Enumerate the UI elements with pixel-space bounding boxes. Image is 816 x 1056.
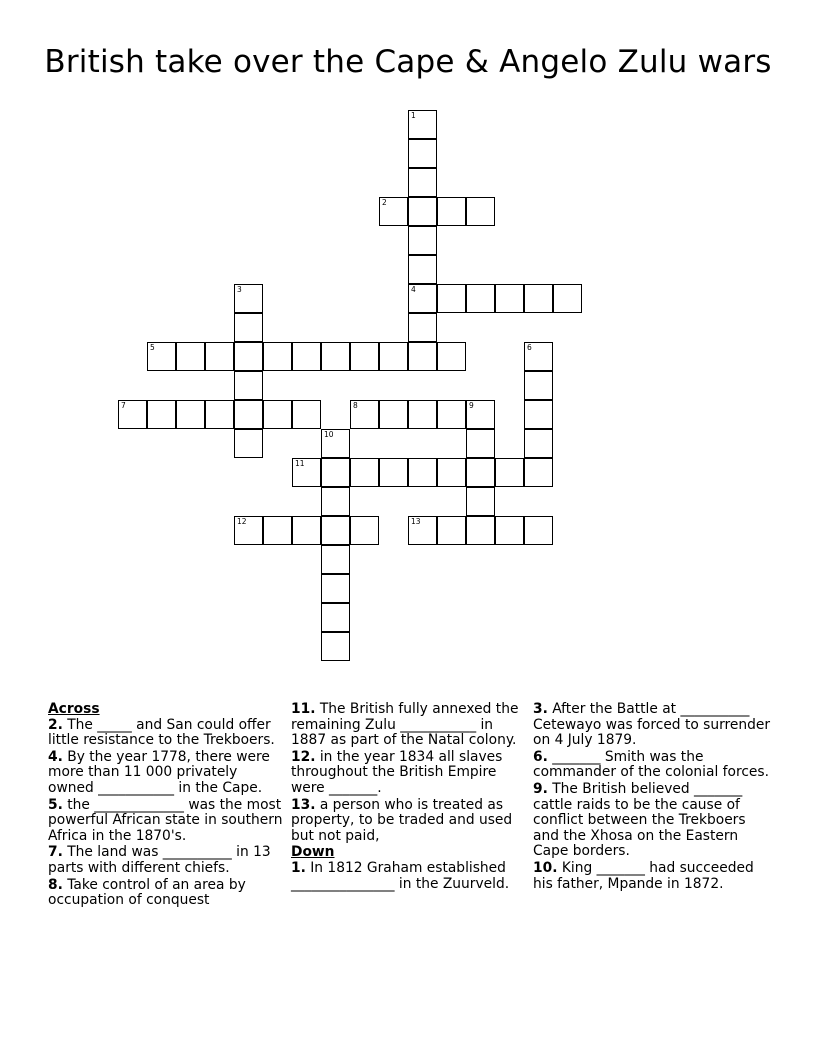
clue-item-text: The British fully annexed the remaining Zulu ___________ in 1887 as part of the Natal colony. — [291, 701, 519, 749]
grid-cell[interactable] — [321, 516, 350, 545]
clue-number: 8 — [353, 401, 358, 410]
clue-number: 11 — [295, 459, 305, 468]
grid-cell[interactable] — [321, 574, 350, 603]
grid-cell[interactable] — [350, 458, 379, 487]
grid-cell[interactable] — [466, 458, 495, 487]
clue-item-number: 3. — [533, 701, 548, 717]
clue-item — [48, 878, 284, 909]
clue-item-number: 2. — [48, 716, 63, 733]
grid-cell[interactable] — [437, 458, 466, 487]
clue-item — [291, 750, 527, 797]
grid-cell[interactable] — [408, 197, 437, 226]
grid-cell[interactable] — [466, 429, 495, 458]
clue-item — [48, 845, 284, 876]
across-clue-list — [48, 718, 284, 909]
clue-item — [291, 798, 527, 845]
grid-cell[interactable] — [234, 313, 263, 342]
grid-cell[interactable] — [350, 516, 379, 545]
clue-item-text: The land was __________ in 13 parts with different chiefs. — [48, 844, 271, 876]
grid-cell[interactable] — [495, 458, 524, 487]
grid-cell[interactable] — [350, 342, 379, 371]
clue-item — [48, 718, 284, 749]
clues-column-1 — [48, 702, 284, 910]
grid-cell[interactable] — [379, 342, 408, 371]
grid-cell[interactable] — [408, 255, 437, 284]
grid-cell[interactable] — [437, 400, 466, 429]
clue-number: 3 — [237, 285, 242, 294]
grid-cell[interactable] — [205, 342, 234, 371]
clue-item-number: 13. — [291, 796, 316, 813]
grid-cell[interactable] — [408, 458, 437, 487]
across-heading: Across — [48, 701, 100, 717]
clue-item-text: _______ Smith was the commander of the colonial forces. — [533, 748, 769, 781]
grid-cell[interactable] — [524, 516, 553, 545]
grid-cell[interactable] — [408, 400, 437, 429]
grid-cell[interactable] — [263, 400, 292, 429]
clue-number: 6 — [527, 343, 532, 352]
grid-cell[interactable] — [408, 313, 437, 342]
clue-item-number: 7. — [48, 844, 63, 861]
clue-item — [48, 798, 284, 845]
grid-cell[interactable] — [524, 429, 553, 458]
clue-number: 5 — [150, 343, 155, 352]
clue-item-text: a person who is treated as property, to be traded and used but not paid, — [291, 796, 513, 844]
grid-cell[interactable] — [234, 429, 263, 458]
grid-cell[interactable] — [437, 197, 466, 226]
clue-item-number: 6. — [533, 748, 548, 765]
grid-cell[interactable] — [263, 342, 292, 371]
grid-cell[interactable] — [176, 400, 205, 429]
grid-cell[interactable] — [408, 139, 437, 168]
clue-item-text: the _____________ was the most powerful African state in southern Africa in the 1870's. — [48, 796, 283, 844]
grid-cell[interactable] — [205, 400, 234, 429]
clue-item-text: in the year 1834 all slaves throughout the British Empire were _______. — [291, 748, 503, 796]
grid-cell[interactable] — [408, 168, 437, 197]
clue-item — [533, 782, 773, 860]
grid-cell[interactable] — [379, 458, 408, 487]
clue-item-number: 8. — [48, 876, 63, 893]
clue-item-text: Take control of an area by occupation of conquest — [48, 876, 246, 909]
clue-item-text: The British believed _______ cattle raids to be the cause of conflict between the Trekboers and the Xhosa on the Eastern Cape borders. — [533, 780, 746, 860]
clue-item-text: The _____ and San could offer little resistance to the Trekboers. — [48, 716, 275, 749]
clue-number: 9 — [469, 401, 474, 410]
down-clue-list — [291, 861, 527, 892]
down-heading: Down — [291, 844, 335, 861]
grid-cell[interactable] — [495, 516, 524, 545]
grid-cell[interactable] — [437, 284, 466, 313]
grid-cell[interactable] — [408, 226, 437, 255]
clue-item-text: After the Battle at __________ Cetewayo was forced to surrender on 4 July 1879. — [533, 701, 771, 749]
clue-item-text: In 1812 Graham established _______________ in the Zuurveld. — [291, 859, 510, 892]
grid-cell[interactable] — [292, 342, 321, 371]
clue-item-number: 11. — [291, 701, 316, 717]
clues-column-2 — [291, 702, 527, 893]
grid-cell[interactable] — [321, 458, 350, 487]
grid-cell[interactable] — [437, 516, 466, 545]
grid-cell[interactable] — [466, 284, 495, 313]
grid-cell[interactable] — [321, 632, 350, 661]
puzzle-title: British take over the Cape & Angelo Zulu wars — [44, 44, 772, 80]
grid-cell[interactable] — [466, 197, 495, 226]
grid-cell[interactable] — [553, 284, 582, 313]
clue-item — [291, 702, 527, 749]
grid-cell[interactable] — [234, 400, 263, 429]
clue-number: 12 — [237, 517, 247, 526]
clue-number: 7 — [121, 401, 126, 410]
clue-item-number: 5. — [48, 796, 63, 813]
clue-number: 2 — [382, 198, 387, 207]
grid-cell[interactable] — [524, 458, 553, 487]
grid-cell[interactable] — [524, 371, 553, 400]
grid-cell[interactable] — [495, 284, 524, 313]
grid-cell[interactable] — [321, 342, 350, 371]
clue-item — [291, 861, 527, 892]
clues-column-3 — [533, 702, 773, 893]
clue-item-number: 4. — [48, 748, 63, 765]
clue-number: 4 — [411, 285, 416, 294]
clue-item-number: 12. — [291, 748, 316, 765]
clue-item-text: By the year 1778, there were more than 11 000 privately owned ___________ in the Cape. — [48, 748, 270, 796]
grid-cell[interactable] — [437, 342, 466, 371]
grid-cell[interactable] — [524, 400, 553, 429]
grid-cell[interactable] — [321, 603, 350, 632]
grid-cell[interactable] — [321, 545, 350, 574]
clue-item — [48, 750, 284, 797]
clue-item — [533, 750, 773, 781]
down-clue-list-continued — [533, 702, 773, 892]
grid-cell[interactable] — [176, 342, 205, 371]
grid-cell[interactable] — [524, 284, 553, 313]
clue-item-number: 9. — [533, 780, 548, 797]
grid-cell[interactable] — [466, 487, 495, 516]
grid-cell[interactable] — [234, 342, 263, 371]
clue-item — [533, 702, 773, 749]
grid-cell[interactable] — [263, 516, 292, 545]
clue-number: 1 — [411, 111, 416, 120]
grid-cell[interactable] — [292, 400, 321, 429]
clue-item-text: King _______ had succeeded his father, Mpande in 1872. — [533, 859, 754, 892]
clue-number: 13 — [411, 517, 421, 526]
clue-item — [533, 861, 773, 892]
grid-cell[interactable] — [379, 400, 408, 429]
grid-cell[interactable] — [321, 487, 350, 516]
across-clue-list-continued — [291, 702, 527, 844]
grid-cell[interactable] — [466, 516, 495, 545]
clue-item-number: 10. — [533, 859, 558, 876]
grid-cell[interactable] — [147, 400, 176, 429]
grid-cell[interactable] — [292, 516, 321, 545]
clue-number: 10 — [324, 430, 334, 439]
grid-cell[interactable] — [408, 342, 437, 371]
grid-cell[interactable] — [234, 371, 263, 400]
clue-item-number: 1. — [291, 859, 306, 876]
